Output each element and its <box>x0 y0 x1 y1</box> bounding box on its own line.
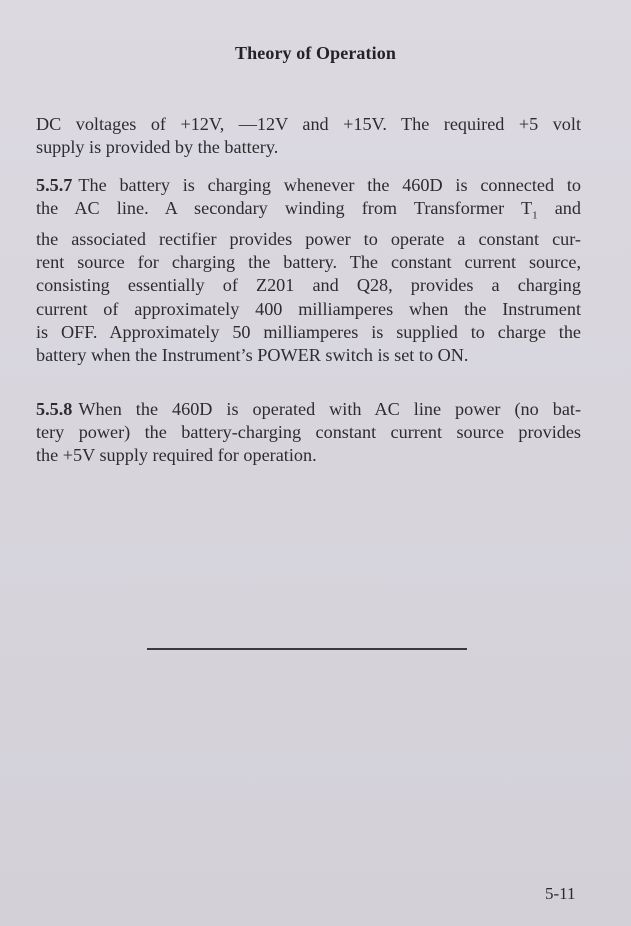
text-line: is OFF. Approximately 50 milliamperes is supplied to charge the <box>36 321 581 342</box>
page-title: Theory of Operation <box>235 43 396 63</box>
text-line <box>36 197 581 228</box>
subscript: 1 <box>532 209 538 222</box>
text-line: tery power) the battery-charging constant current source provides <box>36 422 581 443</box>
text-line <box>36 174 581 197</box>
section-number: 5.5.8 <box>36 399 73 419</box>
text-line: supply is provided by the battery. <box>36 137 279 158</box>
paragraph-5-5-8 <box>36 398 581 468</box>
text-line <box>36 398 581 421</box>
section-number: 5.5.7 <box>36 175 73 195</box>
text-span: the AC line. A secondary winding from Transformer T <box>36 198 533 219</box>
text-line: current of approximately 400 milliamperes when the Instrument <box>36 298 581 319</box>
text-line: battery when the Instrument’s POWER switch is set to ON. <box>36 345 469 366</box>
text-line: DC voltages of +12V, —12V and +15V. The required +5 volt <box>36 114 581 134</box>
paragraph-intro <box>36 113 581 159</box>
text-span: and <box>537 198 581 219</box>
text-span: The battery is charging whenever the 460D is connected to <box>78 175 581 195</box>
text-line: rent source for charging the battery. The constant current source, <box>36 252 581 273</box>
horizontal-rule <box>147 648 467 650</box>
page-number: 5-11 <box>545 884 576 903</box>
text-line: consisting essentially of Z201 and Q28, provides a charging <box>36 275 581 296</box>
text-line: the associated rectifier provides power to operate a constant cur- <box>36 229 581 250</box>
paragraph-5-5-7 <box>36 174 581 367</box>
text-span: When the 460D is operated with AC line power (no bat- <box>78 399 581 419</box>
text-line: the +5V supply required for operation. <box>36 445 317 466</box>
